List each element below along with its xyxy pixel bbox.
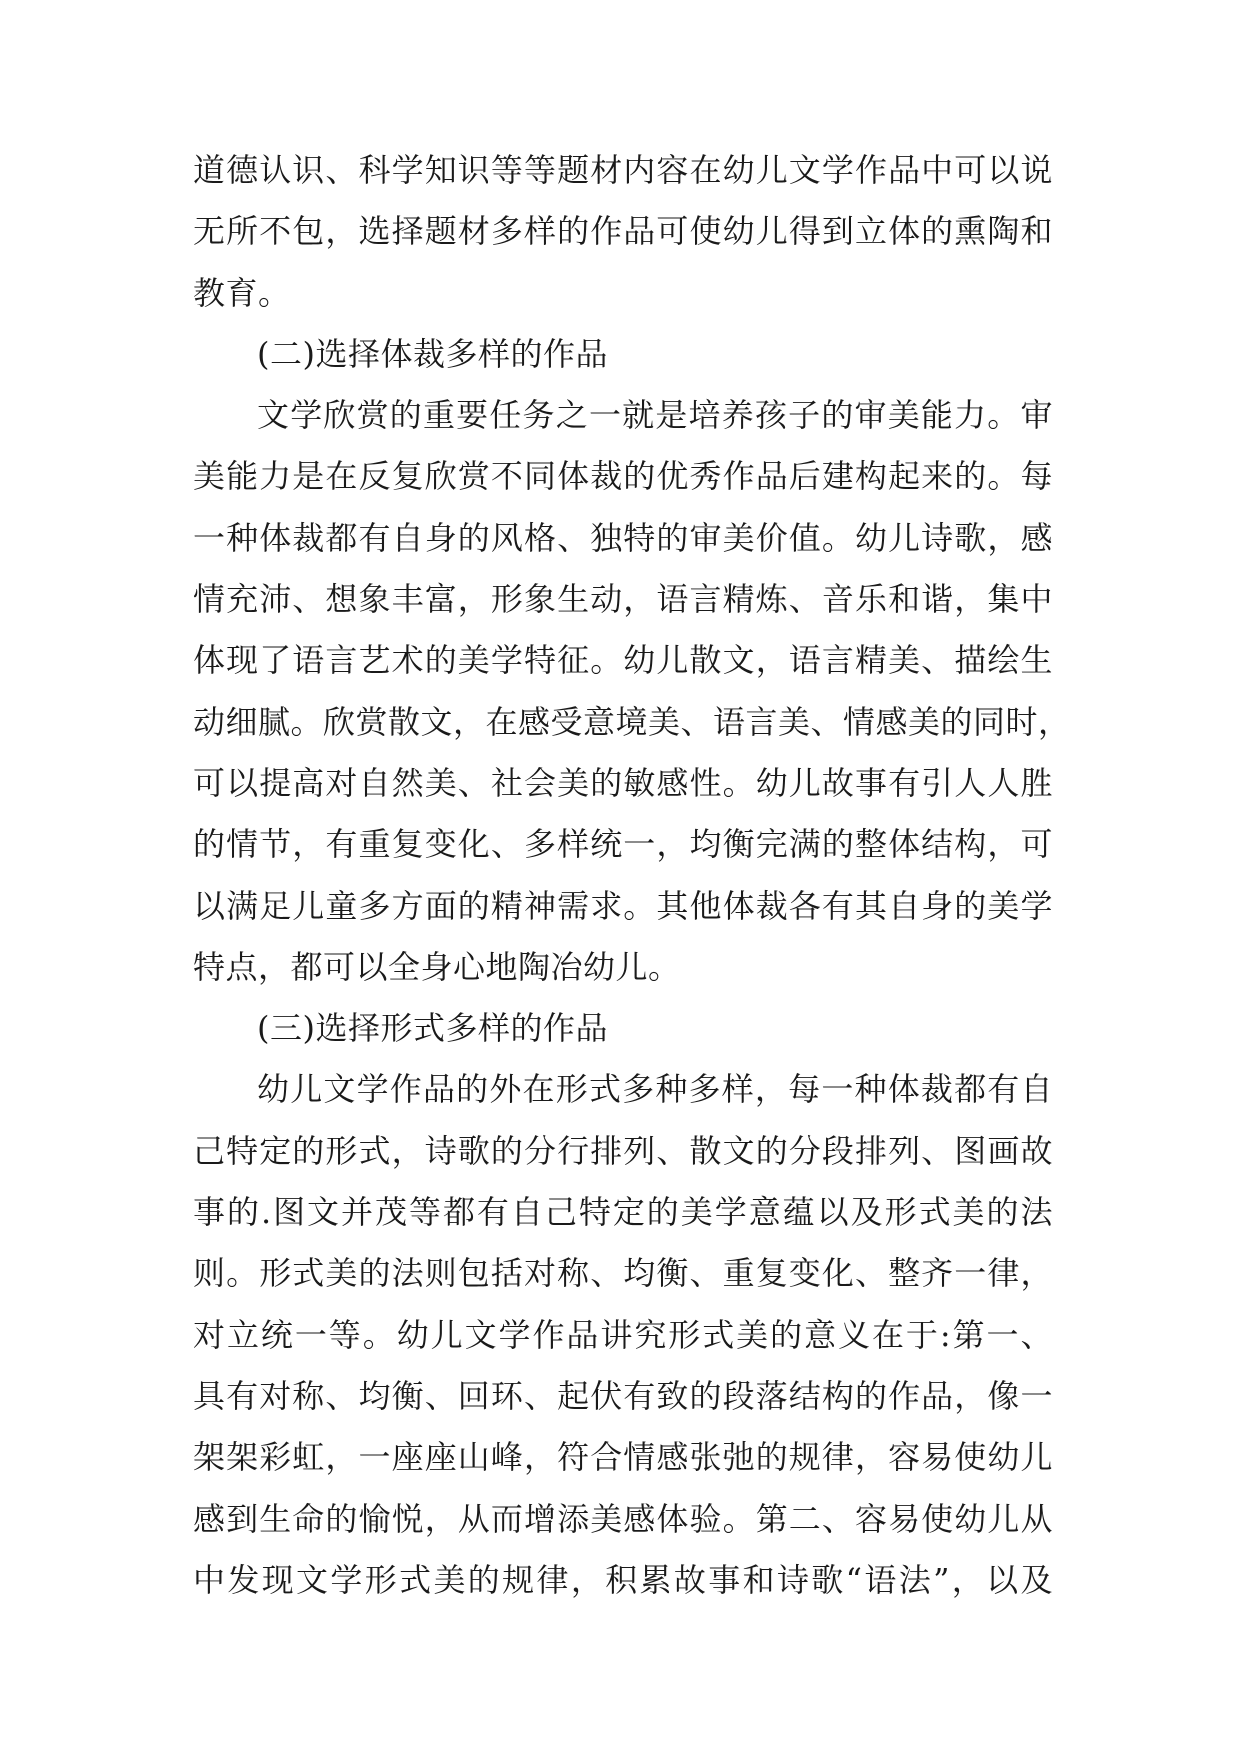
text-line: 架架彩虹，一座座山峰，符合情感张弛的规律，容易使幼儿 — [193, 1438, 1053, 1477]
text-line: 体现了语言艺术的美学特征。幼儿散文，语言精美、描绘生 — [193, 641, 1053, 680]
text-line: 情充沛、想象丰富，形象生动，语言精炼、音乐和谐，集中 — [193, 580, 1053, 619]
text-line: 可以提高对自然美、社会美的敏感性。幼儿故事有引人人胜 — [193, 763, 1053, 802]
text-line: 中发现文学形式美的规律，积累故事和诗歌“语法”，以及 — [193, 1560, 1053, 1599]
text-line: 无所不包，选择题材多样的作品可使幼儿得到立体的熏陶和 — [193, 212, 1053, 251]
text-line: 的情节，有重复变化、多样统一，均衡完满的整体结构，可 — [193, 825, 1053, 864]
text-line: 幼儿文学作品的外在形式多种多样，每一种体裁都有自 — [257, 1070, 1053, 1109]
text-line: 以满足儿童多方面的精神需求。其他体裁各有其自身的美学 — [193, 886, 1053, 925]
text-line: 事的.图文并茂等都有自己特定的美学意蕴以及形式美的法 — [193, 1193, 1053, 1232]
text-line: 教育。 — [193, 273, 291, 312]
section-heading: (二)选择体裁多样的作品 — [257, 334, 608, 373]
text-line: 文学欣赏的重要任务之一就是培养孩子的审美能力。审 — [257, 396, 1053, 435]
text-line: 则。形式美的法则包括对称、均衡、重复变化、整齐一律， — [193, 1254, 1053, 1293]
text-line: 一种体裁都有自身的风格、独特的审美价值。幼儿诗歌，感 — [193, 518, 1053, 557]
text-line: 动细腻。欣赏散文，在感受意境美、语言美、情感美的同时， — [193, 702, 1071, 741]
text-line: 感到生命的愉悦，从而增添美感体验。第二、容易使幼儿从 — [193, 1499, 1053, 1538]
document-body — [193, 140, 1071, 1611]
text-line: 具有对称、均衡、回环、起伏有致的段落结构的作品，像一 — [193, 1376, 1053, 1415]
text-line: 对立统一等。幼儿文学作品讲究形式美的意义在于:第一、 — [193, 1315, 1053, 1354]
text-line: 特点，都可以全身心地陶冶幼儿。 — [193, 947, 681, 986]
text-line: 美能力是在反复欣赏不同体裁的优秀作品后建构起来的。每 — [193, 457, 1053, 496]
text-line: 道德认识、科学知识等等题材内容在幼儿文学作品中可以说 — [193, 151, 1053, 189]
section-heading: (三)选择形式多样的作品 — [257, 1009, 608, 1048]
text-line: 己特定的形式，诗歌的分行排列、散文的分段排列、图画故 — [193, 1131, 1053, 1170]
